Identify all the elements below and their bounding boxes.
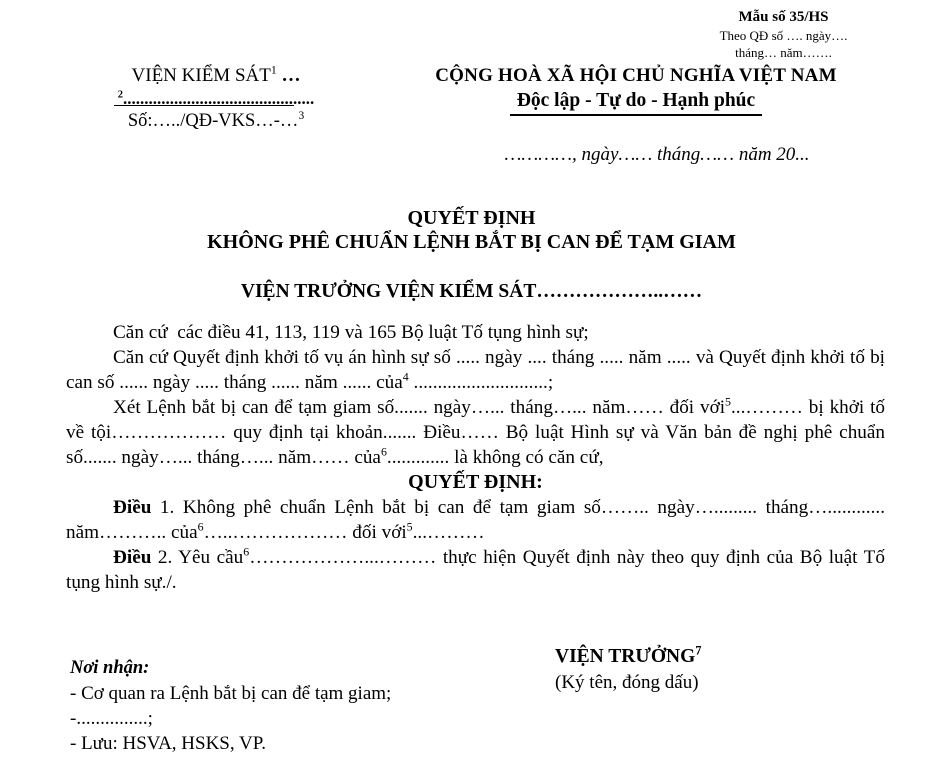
article-1-label: Điều (113, 497, 152, 518)
national-motto: Độc lập - Tự do - Hạnh phúc (510, 89, 762, 116)
signature-title (555, 644, 785, 670)
article-2-paragraph (66, 544, 890, 595)
paragraph-text: 2. Yêu cầu (151, 547, 244, 568)
footnote-marker-3: 3 (298, 109, 305, 122)
article-2-label: Điều (113, 547, 152, 568)
agency-divider-rule (114, 105, 294, 106)
document-title-line1: QUYẾT ĐỊNH (407, 207, 536, 229)
decision-heading: QUYẾT ĐỊNH: (408, 471, 543, 493)
footnote-marker-6: 6 (380, 444, 387, 459)
article-1-paragraph (66, 495, 890, 545)
paragraph-text: Căn cứ Quyết định khởi tố vụ án hình sự số ..... ngày .... tháng ..... năm ..... và Quyết định khởi tố bị can số ...... ngày ..... tháng ...... năm ...... của (66, 347, 890, 393)
paragraph-text: ............. là không có căn cứ, (386, 447, 604, 468)
agency-name-dots: … (276, 65, 301, 86)
document-number-text: Số:…../QĐ-VKS…-… (127, 111, 299, 131)
footnote-marker-2: 2 (117, 89, 123, 101)
place-date-line: …………, ngày…… tháng…… năm 20... (504, 144, 810, 165)
agency-name-text: VIỆN KIỂM SÁT (131, 65, 271, 86)
issuer-title-line: VIỆN TRƯỞNG VIỆN KIỂM SÁT………………..…… (240, 281, 703, 302)
paragraph-text: 1. Không phê chuẩn Lệnh bắt bị can để tạm giam số…….. ngày…......... tháng…............ năm……….. của (66, 497, 890, 543)
recipient-item: - Cơ quan ra Lệnh bắt bị can để tạm giam; (70, 683, 392, 704)
recipients-label: Nơi nhận: (70, 658, 150, 678)
paragraph-text: ...……… (412, 522, 485, 543)
paragraph-text: ............................; (408, 372, 554, 393)
national-header-block (388, 64, 884, 167)
paragraph-text: Xét Lệnh bắt bị can để tạm giam số....... ngày…... tháng…... năm…… đối với (113, 397, 726, 418)
consideration-paragraph (66, 394, 890, 470)
form-decision-ref-date: tháng… năm……. (735, 45, 832, 60)
footnote-marker-7: 7 (695, 643, 702, 658)
national-title: CỘNG HOÀ XÃ HỘI CHỦ NGHĨA VIỆT NAM (435, 65, 837, 86)
recipient-item: -...............; (70, 708, 153, 729)
issuing-agency-block (85, 64, 347, 133)
title-block (0, 206, 943, 304)
recipient-item: - Lưu: HSVA, HSKS, VP. (70, 733, 266, 754)
footnote-marker-6: 6 (197, 519, 204, 534)
recipients-block (70, 656, 391, 756)
signature-block (555, 644, 785, 696)
footnote-marker-5: 5 (406, 519, 413, 534)
footnote-marker-1: 1 (270, 63, 277, 77)
agency-name (85, 64, 347, 88)
paragraph-text: ………………...……… thực hiện Quyết định này theo quy định của Bộ luật Tố tụng hình sự./. (66, 547, 890, 593)
legal-basis-paragraph-2 (66, 345, 890, 395)
footnote-marker-6: 6 (243, 544, 250, 559)
body-block (66, 320, 890, 595)
form-decision-ref: Theo QĐ số …. ngày…. (719, 28, 848, 43)
paragraph-text: …..……………… đối với (203, 522, 407, 543)
paragraph-text: ...……… bị khởi tố về tội……………… quy định tại khoản....... Điều…… Bộ luật Hình sự và Văn bản đề nghị phê chuẩn số....... ngày…... tháng…... năm…… của (66, 397, 890, 468)
footnote-marker-5: 5 (725, 394, 731, 409)
agency-fill-dots: ............................................. (123, 89, 315, 108)
form-number: Mẫu số 35/HS (738, 9, 829, 25)
footnote-marker-4: 4 (402, 369, 409, 384)
signature-note: (Ký tên, đóng dấu) (555, 672, 699, 693)
form-meta-block (676, 8, 891, 61)
signature-title-text: VIỆN TRƯỞNG (555, 646, 696, 667)
legal-basis-paragraph-1: Căn cứ các điều 41, 113, 119 và 165 Bộ luật Tố tụng hình sự; (113, 322, 589, 343)
document-title-line2: KHÔNG PHÊ CHUẨN LỆNH BẮT BỊ CAN ĐỂ TẠM GIAM (207, 231, 736, 253)
document-number (85, 109, 347, 133)
